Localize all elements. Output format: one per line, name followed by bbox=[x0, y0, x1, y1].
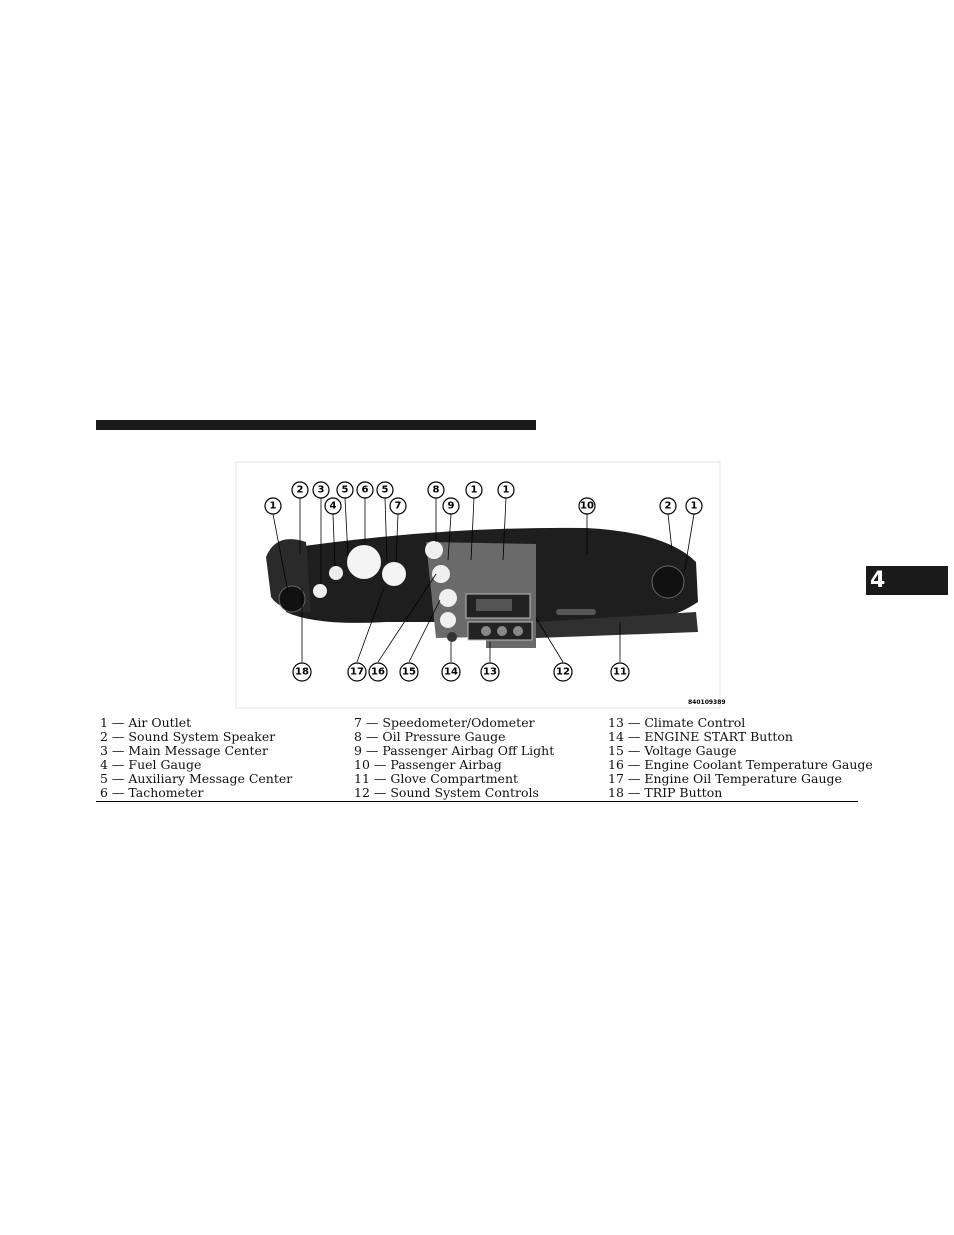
dashboard-illustration bbox=[236, 462, 726, 708]
callout: 2 bbox=[664, 500, 672, 512]
callout: 1 bbox=[502, 484, 510, 496]
legend-item: 5 — Auxiliary Message Center bbox=[100, 771, 293, 786]
legend-item: 18 — TRIP Button bbox=[608, 785, 723, 800]
legend-item: 17 — Engine Oil Temperature Gauge bbox=[608, 771, 842, 786]
legend-item: 8 — Oil Pressure Gauge bbox=[354, 729, 506, 744]
callout: 6 bbox=[361, 484, 369, 496]
callout: 17 bbox=[350, 666, 364, 678]
callout: 1 bbox=[269, 500, 277, 512]
instrument-panel-figure bbox=[236, 462, 726, 708]
callout: 18 bbox=[295, 666, 309, 678]
callout: 4 bbox=[329, 500, 337, 512]
callout: 15 bbox=[402, 666, 416, 678]
chapter-tab: 4 bbox=[866, 566, 948, 595]
legend-column-3 bbox=[608, 716, 873, 800]
legend-item: 4 — Fuel Gauge bbox=[100, 757, 202, 772]
legend-item: 9 — Passenger Airbag Off Light bbox=[354, 743, 555, 758]
callout: 16 bbox=[371, 666, 385, 678]
legend-item: 3 — Main Message Center bbox=[100, 743, 268, 758]
callout: 5 bbox=[341, 484, 349, 496]
callout: 14 bbox=[444, 666, 458, 678]
legend-item: 2 — Sound System Speaker bbox=[100, 729, 276, 744]
callout: 7 bbox=[394, 500, 402, 512]
callout: 1 bbox=[470, 484, 478, 496]
callout: 9 bbox=[447, 500, 455, 512]
legend-item: 13 — Climate Control bbox=[608, 715, 746, 730]
callout: 13 bbox=[483, 666, 497, 678]
legend-item: 15 — Voltage Gauge bbox=[608, 743, 737, 758]
callout: 3 bbox=[317, 484, 325, 496]
legend-column-2 bbox=[354, 716, 554, 800]
legend-item: 7 — Speedometer/Odometer bbox=[354, 715, 535, 730]
callout: 10 bbox=[580, 500, 594, 512]
callout: 8 bbox=[432, 484, 440, 496]
figure-code: 840109389 bbox=[688, 699, 726, 706]
callout: 5 bbox=[381, 484, 389, 496]
callout: 1 bbox=[690, 500, 698, 512]
legend-item: 6 — Tachometer bbox=[100, 785, 204, 800]
legend-item: 11 — Glove Compartment bbox=[354, 771, 519, 786]
legend-item: 1 — Air Outlet bbox=[100, 715, 192, 730]
callout: 11 bbox=[613, 666, 627, 678]
legend-item: 12 — Sound System Controls bbox=[354, 785, 539, 800]
section-title-bar bbox=[96, 420, 536, 430]
legend-item: 16 — Engine Coolant Temperature Gauge bbox=[608, 757, 873, 772]
legend-item: 14 — ENGINE START Button bbox=[608, 729, 793, 744]
legend-column-1 bbox=[100, 716, 292, 800]
callout: 12 bbox=[556, 666, 570, 678]
figure-legend bbox=[96, 714, 873, 802]
callout: 2 bbox=[296, 484, 304, 496]
legend-item: 10 — Passenger Airbag bbox=[354, 757, 502, 772]
